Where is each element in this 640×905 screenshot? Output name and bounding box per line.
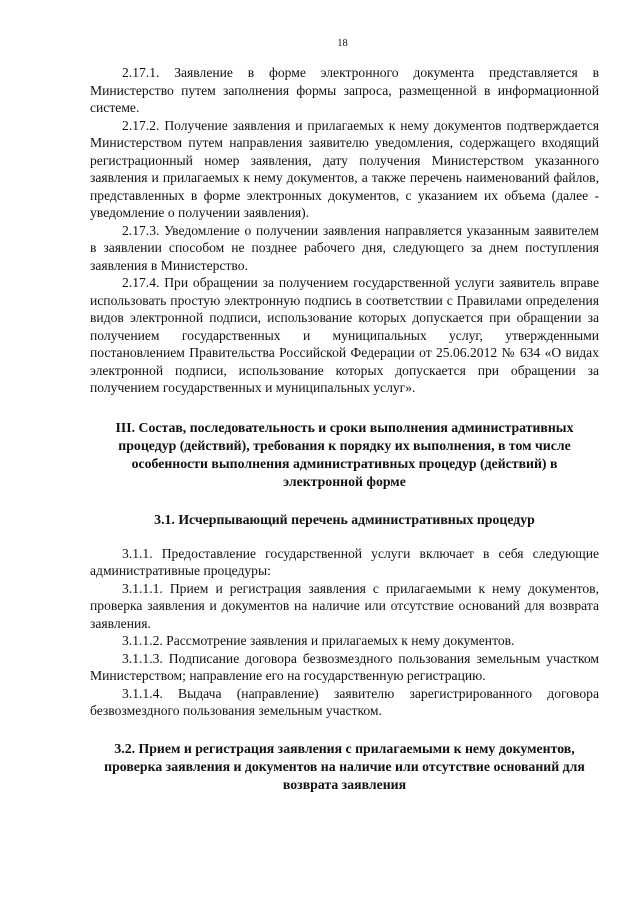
spacer bbox=[90, 529, 599, 545]
subsection-3-1-heading: 3.1. Исчерпывающий перечень административных процедур bbox=[154, 511, 535, 527]
section-heading: III. Состав, последовательность и сроки выполнения административных процедур (действий), требования к порядку их выполнения, в том числе особенности выполнения административных процедур (действий) в электронной форме bbox=[115, 419, 574, 489]
spacer bbox=[90, 491, 599, 511]
paragraph-2-17-2: 2.17.2. Получение заявления и прилагаемых к нему документов подтверждается Министерством путем направления заявителю уведомления, содержащего входящий регистрационный номер заявления, дату получения Министерством указанного заявления и прилагаемых к нему документов, а также перечень наименований файлов, представленных в форме электронных документов, с указанием их объема (далее - уведомление о получении заявления). bbox=[90, 117, 599, 220]
paragraph-2-17-3: 2.17.3. Уведомление о получении заявления направляется указанным заявителем в заявлении способом не позднее рабочего дня, следующего за днем поступления заявления в Министерство. bbox=[90, 222, 599, 273]
subsection-3-2-heading: 3.2. Прием и регистрация заявления с прилагаемыми к нему документов, проверка заявления и документов на наличие или отсутствие оснований для возврата заявления bbox=[104, 740, 585, 792]
paragraph-2-17-1: 2.17.1. Заявление в форме электронного документа представляется в Министерство путем заполнения формы запроса, размещенной в информационной системе. bbox=[90, 65, 599, 115]
paragraph-3-1-1-4: 3.1.1.4. Выдача (направление) заявителю зарегистрированного договора безвозмездного пользования земельным участком. bbox=[90, 685, 599, 718]
spacer bbox=[90, 397, 599, 419]
spacer bbox=[90, 720, 599, 740]
paragraph-2-17-4: 2.17.4. При обращении за получением государственной услуги заявитель вправе использовать простую электронную подпись в соответствии с Правилами определения видов электронной подписи, использование которых допускается при обращении за получением государственных и муниципальных услуг, утвержденными постановлением Правительства Российской Федерации от 25.06.2012 № 634 «О видах электронной подписи, использование которых допускается при обращении за получением государственных и муниципальных услуг». bbox=[90, 275, 599, 395]
paragraph-3-1-1-2: 3.1.1.2. Рассмотрение заявления и прилагаемых к нему документов. bbox=[122, 633, 515, 648]
page-number: 18 bbox=[337, 38, 348, 49]
paragraph-3-1-1-3: 3.1.1.3. Подписание договора безвозмездного пользования земельным участком Министерством; направление его на государственную регистрацию. bbox=[90, 650, 599, 683]
paragraph-3-1-1-1: 3.1.1.1. Прием и регистрация заявления с прилагаемыми к нему документов, проверка заявления и документов на наличие или отсутствие оснований для возврата заявления. bbox=[90, 580, 599, 631]
paragraph-3-1-1: 3.1.1. Предоставление государственной услуги включает в себя следующие административные процедуры: bbox=[90, 545, 599, 578]
